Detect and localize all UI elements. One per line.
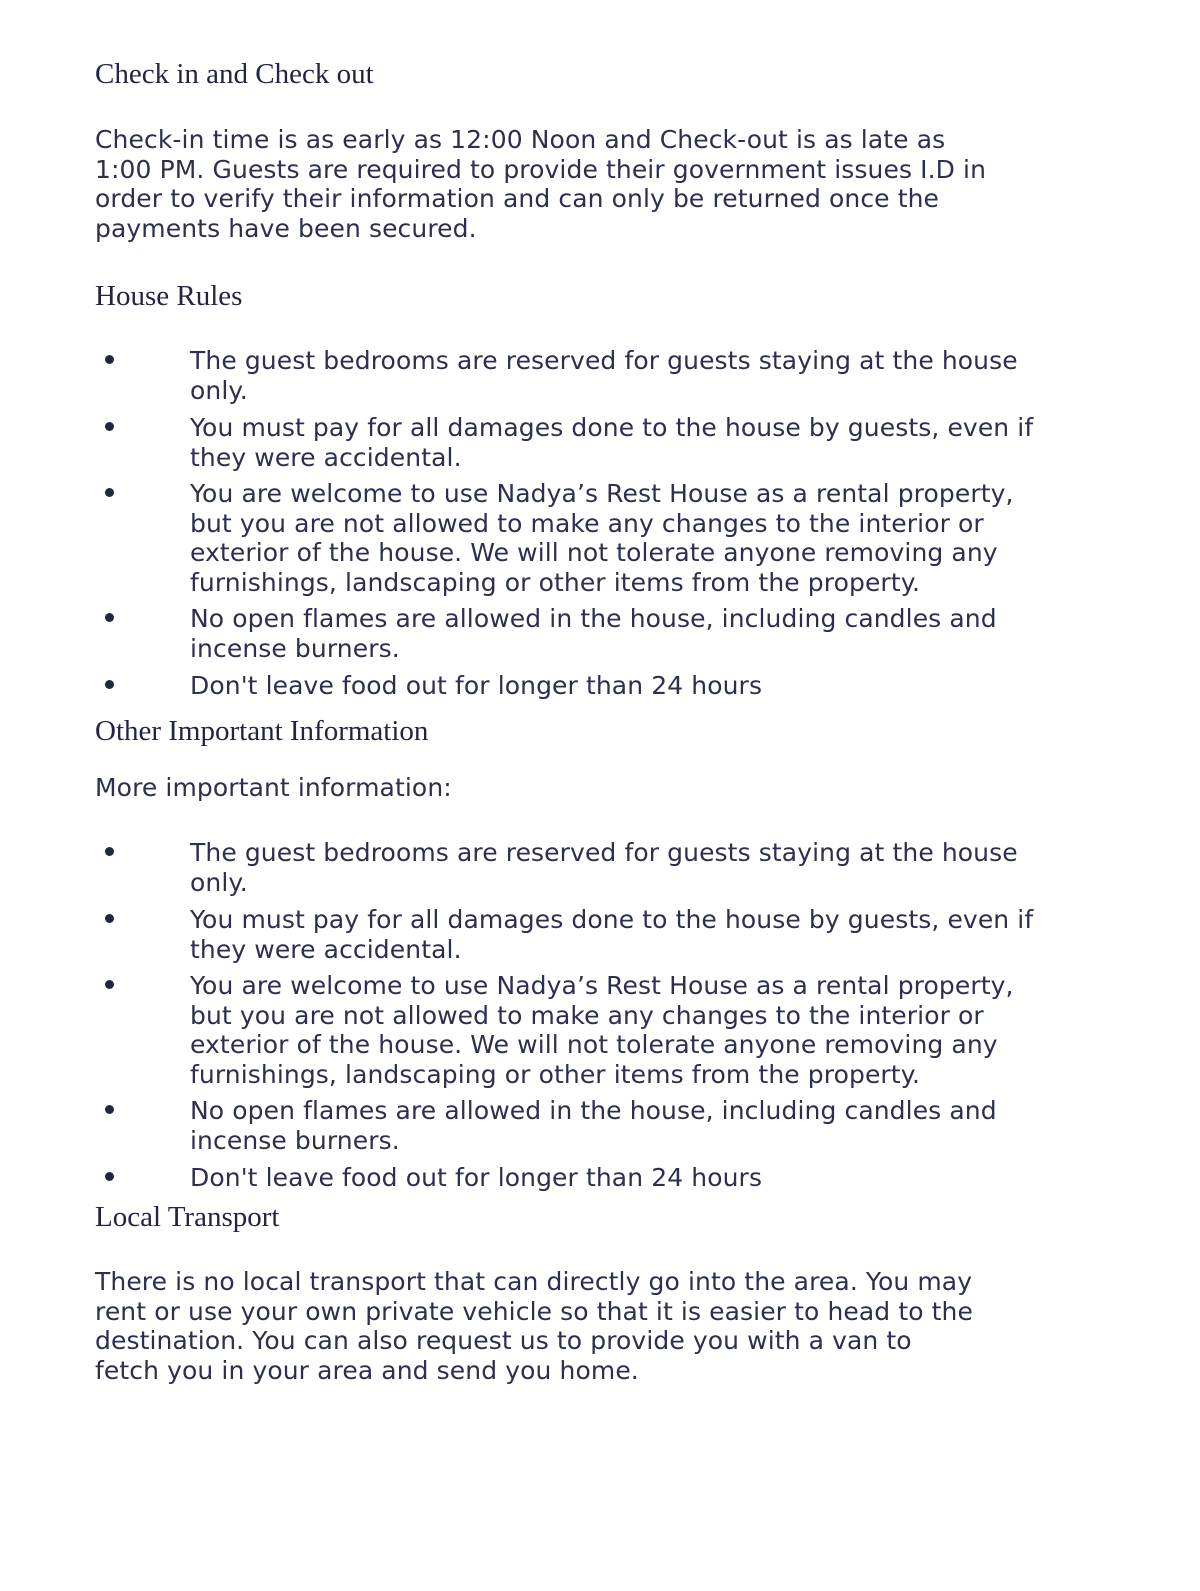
list-item-line: incense burners. [190, 1125, 400, 1155]
list-item [95, 413, 1095, 472]
bullet-icon [105, 488, 114, 497]
bullet-icon [105, 355, 114, 364]
list-item [95, 1096, 1095, 1155]
paragraph-line: payments have been secured. [95, 213, 477, 243]
other-info-list [95, 838, 1095, 1193]
section-heading-other-info: Other Important Information [95, 715, 429, 747]
list-item-line: but you are not allowed to make any changes to the interior or [190, 508, 984, 538]
paragraph-line: 1:00 PM. Guests are required to provide their government issues I.D in [95, 154, 987, 184]
paragraph-line: There is no local transport that can directly go into the area. You may [95, 1267, 973, 1296]
list-item-line: Don't leave food out for longer than 24 hours [190, 671, 763, 700]
list-item [95, 479, 1095, 597]
paragraph-line: fetch you in your area and send you home. [95, 1355, 639, 1385]
list-item-line: No open flames are allowed in the house, including candles and [190, 1096, 997, 1125]
check-in-paragraph [95, 125, 986, 243]
list-item-line: furnishings, landscaping or other items from the property. [190, 1059, 921, 1089]
paragraph-line: rent or use your own private vehicle so that it is easier to head to the [95, 1296, 973, 1326]
list-item [95, 346, 1095, 405]
list-item-line: only. [190, 867, 248, 897]
bullet-icon [105, 422, 114, 431]
other-info-paragraph [95, 773, 452, 803]
list-item-line: You must pay for all damages done to the house by guests, even if [190, 413, 1034, 442]
house-rules-list [95, 346, 1095, 701]
bullet-icon [105, 980, 114, 989]
bullet-icon [105, 847, 114, 856]
list-item-line: You must pay for all damages done to the house by guests, even if [190, 905, 1034, 934]
list-item [95, 604, 1095, 663]
paragraph-line: destination. You can also request us to provide you with a van to [95, 1326, 912, 1355]
list-item [95, 838, 1095, 897]
list-item-line: The guest bedrooms are reserved for guests staying at the house [190, 838, 1018, 867]
list-item-line: furnishings, landscaping or other items from the property. [190, 567, 921, 597]
section-heading-local-transport: Local Transport [95, 1201, 280, 1233]
list-item-line: exterior of the house. We will not tolerate anyone removing any [190, 538, 998, 567]
section-heading-check-in: Check in and Check out [95, 58, 374, 90]
list-item-line: only. [190, 375, 248, 405]
bullet-icon [105, 1172, 114, 1181]
paragraph-line: order to verify their information and can only be returned once the [95, 184, 940, 213]
bullet-icon [105, 914, 114, 923]
paragraph-line: More important information: [95, 773, 452, 802]
list-item-line: they were accidental. [190, 934, 462, 964]
list-item-line: they were accidental. [190, 442, 462, 472]
local-transport-paragraph [95, 1267, 973, 1385]
list-item [95, 971, 1095, 1089]
bullet-icon [105, 1105, 114, 1114]
list-item [95, 905, 1095, 964]
list-item-line: incense burners. [190, 633, 400, 663]
list-item [95, 1163, 1095, 1193]
list-item-line: exterior of the house. We will not tolerate anyone removing any [190, 1030, 998, 1059]
list-item-line: You are welcome to use Nadya’s Rest House as a rental property, [190, 479, 1014, 508]
list-item [95, 671, 1095, 701]
list-item-line: No open flames are allowed in the house, including candles and [190, 604, 997, 633]
section-heading-house-rules: House Rules [95, 280, 243, 312]
paragraph-line: Check-in time is as early as 12:00 Noon and Check-out is as late as [95, 125, 946, 154]
list-item-line: You are welcome to use Nadya’s Rest House as a rental property, [190, 971, 1014, 1000]
list-item-line: The guest bedrooms are reserved for guests staying at the house [190, 346, 1018, 375]
list-item-line: but you are not allowed to make any changes to the interior or [190, 1000, 984, 1030]
bullet-icon [105, 613, 114, 622]
list-item-line: Don't leave food out for longer than 24 hours [190, 1163, 763, 1192]
bullet-icon [105, 680, 114, 689]
